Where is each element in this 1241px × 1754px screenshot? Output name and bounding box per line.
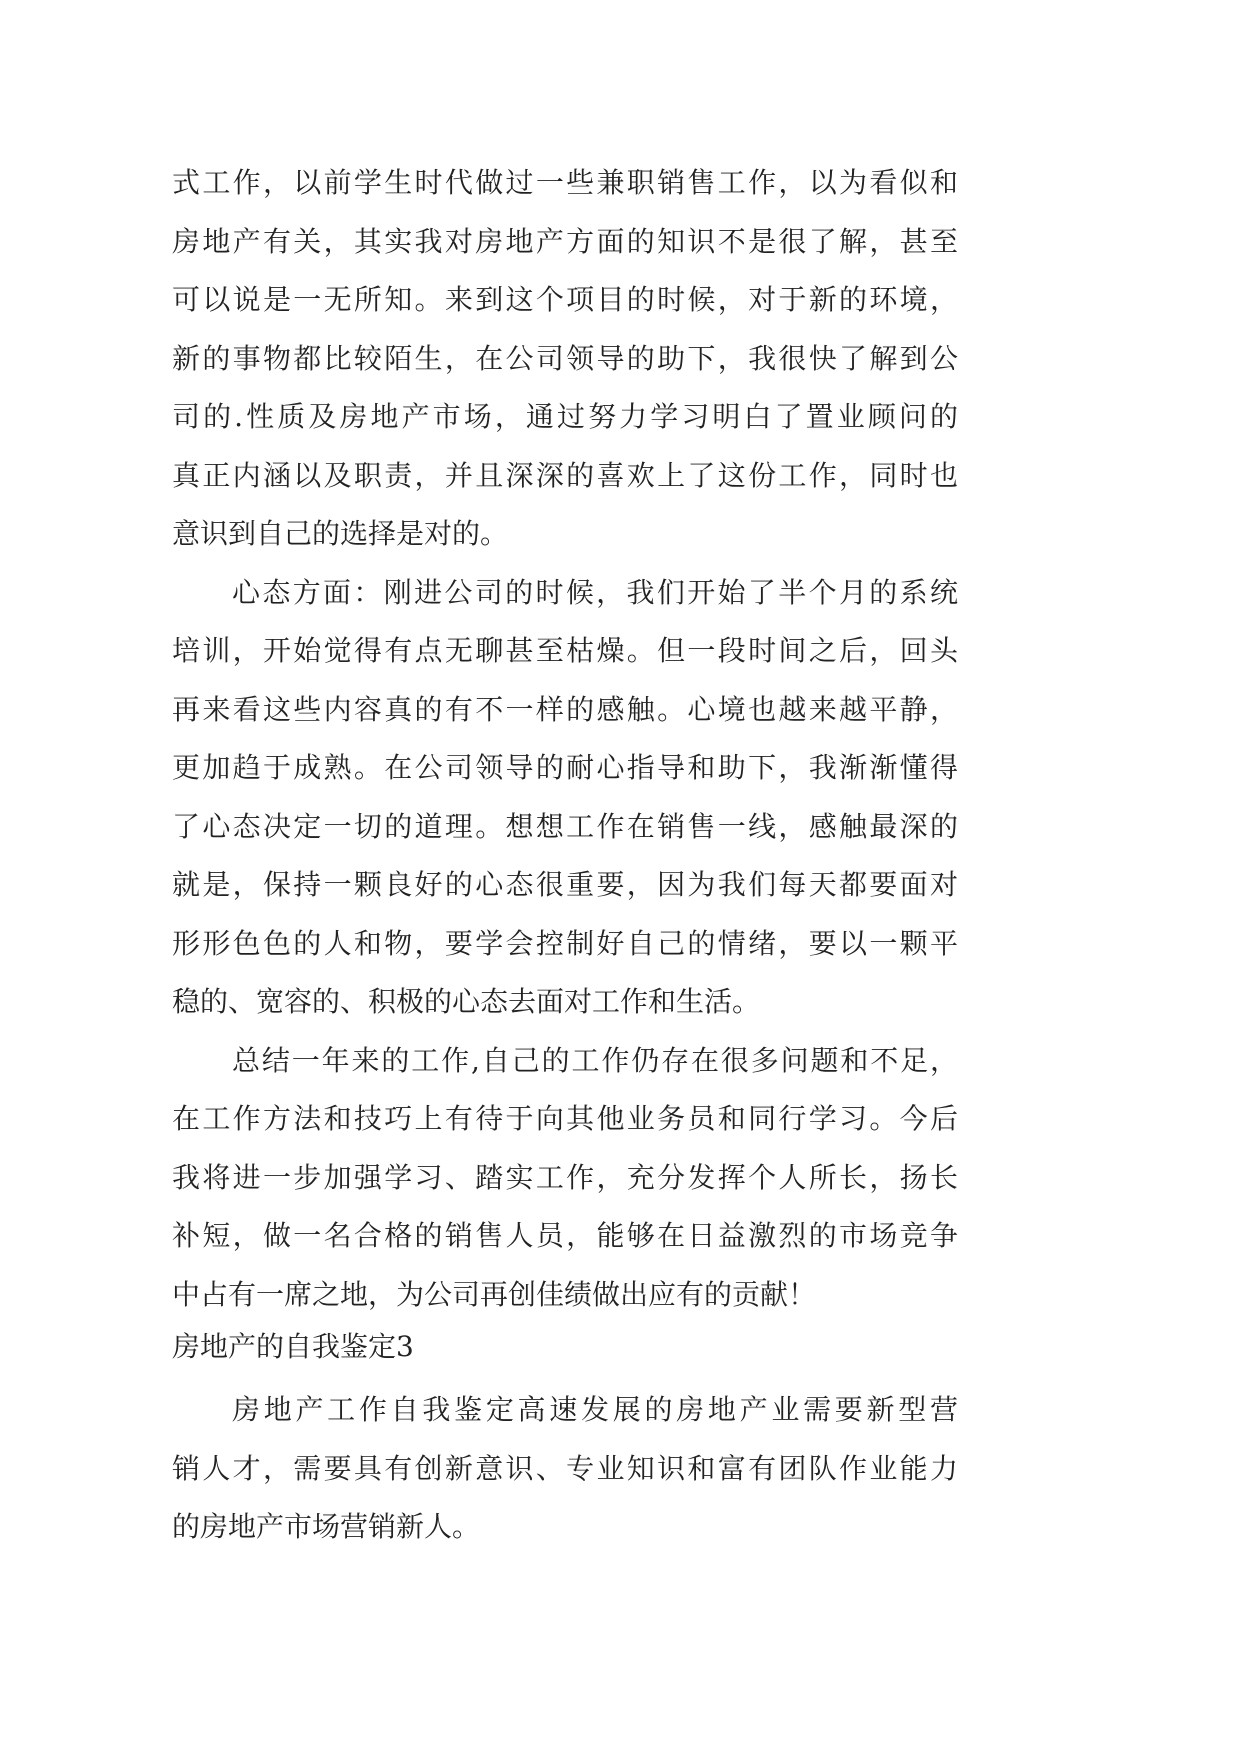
text-line: 再来看这些内容真的有不一样的感触。心境也越来越平静， [172, 692, 958, 726]
text-line: 真正内涵以及职责，并且深深的喜欢上了这份工作，同时也 [172, 458, 958, 492]
text-line: 房地产有关，其实我对房地产方面的知识不是很了解，甚至 [172, 224, 958, 258]
text-line: 就是，保持一颗良好的心态很重要，因为我们每天都要面对 [172, 868, 958, 901]
text-line: 了心态决定一切的道理。想想工作在销售一线，感触最深的 [172, 809, 958, 843]
text-line: 新的事物都比较陌生，在公司领导的助下，我很快了解到公 [172, 341, 958, 375]
text-line: 可以说是一无所知。来到这个项目的时候，对于新的环境， [172, 283, 958, 316]
text-line: 总结一年来的工作,自己的工作仍存在很多问题和不足， [232, 1043, 958, 1077]
text-line: 销人才，需要具有创新意识、专业知识和富有团队作业能力 [172, 1451, 958, 1485]
text-line: 补短，做一名合格的销售人员，能够在日益激烈的市场竞争 [172, 1219, 958, 1252]
text-line: 房地产工作自我鉴定高速发展的房地产业需要新型营 [232, 1393, 958, 1426]
text-line: 司的.性质及房地产市场，通过努力学习明白了置业顾问的 [172, 400, 958, 433]
text-line: 我将进一步加强学习、踏实工作，充分发挥个人所长，扬长 [172, 1160, 958, 1194]
paragraph-4 [172, 1381, 958, 1557]
paragraph-2 [172, 564, 958, 1032]
text-line: 稳的、宽容的、积极的心态去面对工作和生活。 [172, 985, 761, 1018]
text-line: 形形色色的人和物，要学会控制好自己的情绪，要以一颗平 [172, 926, 958, 960]
text-line: 心态方面：刚进公司的时候，我们开始了半个月的系统 [232, 575, 958, 609]
section-heading: 房地产的自我鉴定3 [172, 1330, 414, 1363]
text-line: 培训，开始觉得有点无聊甚至枯燥。但一段时间之后，回头 [172, 634, 958, 667]
text-line: 的房地产市场营销新人。 [172, 1510, 481, 1543]
text-line: 意识到自己的选择是对的。 [172, 517, 509, 550]
text-line: 在工作方法和技巧上有待于向其他业务员和同行学习。今后 [172, 1102, 958, 1135]
paragraph-1 [172, 154, 958, 564]
text-line: 式工作，以前学生时代做过一些兼职销售工作，以为看似和 [172, 166, 958, 199]
paragraph-3 [172, 1032, 958, 1325]
document-body [172, 154, 958, 1557]
text-line: 中占有一席之地，为公司再创佳绩做出应有的贡献！ [172, 1277, 817, 1311]
text-line: 更加趋于成熟。在公司领导的耐心指导和助下，我渐渐懂得 [172, 751, 958, 784]
